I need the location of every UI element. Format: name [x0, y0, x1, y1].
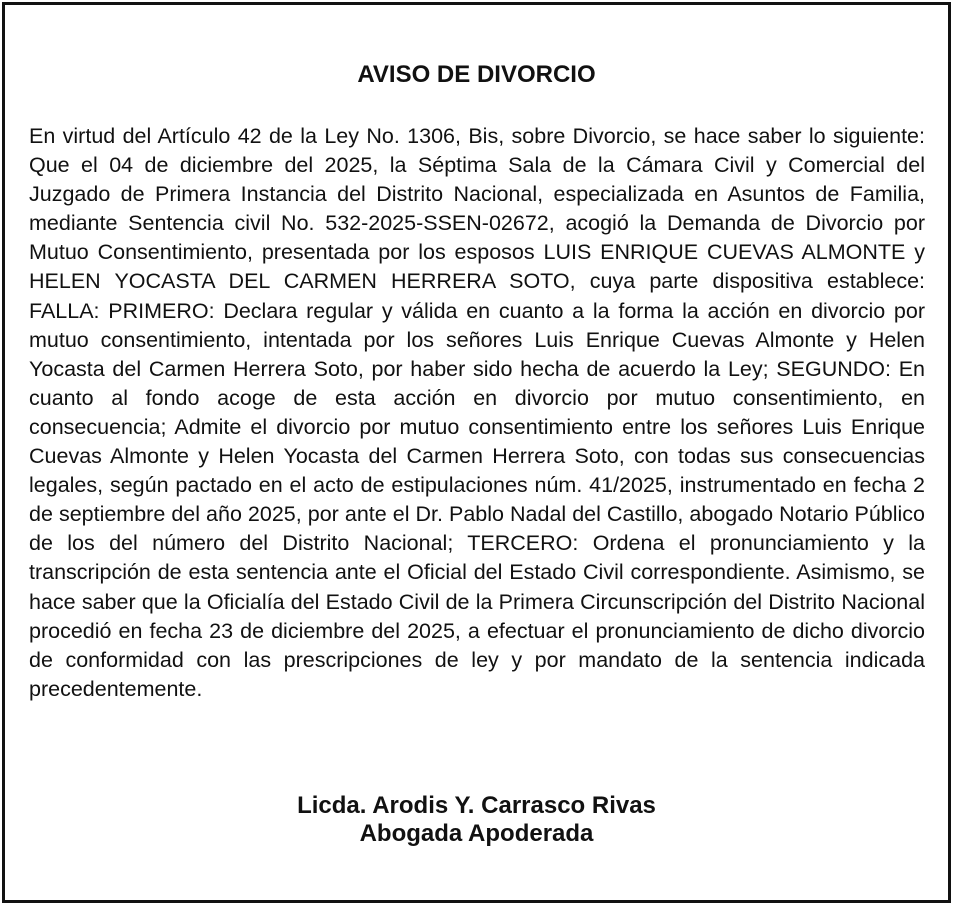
notice-title: AVISO DE DIVORCIO [357, 61, 596, 88]
signer-role: Abogada Apoderada [359, 820, 594, 847]
notice-body: En virtud del Artículo 42 de la Ley No. 1306, Bis, sobre Divorcio, se hace saber lo siguiente: Que el 04 de diciembre del 2025, la Séptima Sala de la Cámara Civil y Comercial del Juzgado de Primera Instancia del Distrito Nacional, especializada en Asuntos de Familia, mediante Sentencia civil No. 532-2025-SSEN-02672, acogió la Demanda de Divorcio por Mutuo Consentimiento, presentada por los esposos LUIS ENRIQUE CUEVAS ALMONTE y HELEN YOCASTA DEL CARMEN HERRERA SOTO, cuya parte dispositiva establece: FALLA: PRIMERO: Declara regular y válida en cuanto a la forma la acción en divorcio por mutuo consentimiento, intentada por los señores Luis Enrique Cuevas Almonte y Helen Yocasta del Carmen Herrera Soto, por haber sido hecha de acuerdo la Ley; SEGUNDO: En cuanto al fondo acoge de esta acción en divorcio por mutuo consentimiento, en consecuencia; Admite el divorcio por mutuo consentimiento entre los señores Luis Enrique Cuevas Almonte y Helen Yocasta del Carmen Herrera Soto, con todas sus consecuencias legales, según pactado en el acto de estipulaciones núm. 41/2025, instrumentado en fecha 2 de septiembre del año 2025, por ante el Dr. Pablo Nadal del Castillo, abogado Notario Público de los del número del Distrito Nacional; TERCERO: Ordena el pronunciamiento y la transcripción de esta sentencia ante el Oficial del Estado Civil correspondiente. Asimismo, se hace saber que la Oficialía del Estado Civil de la Primera Circunscripción del Distrito Nacional procedió en fecha 23 de diciembre del 2025, a efectuar el pronunciamiento de dicho divorcio de conformidad con las prescripciones de ley y por mandato de la sentencia indicada precedentemente. [29, 124, 925, 701]
notice-frame [2, 2, 951, 903]
signature-block [5, 792, 948, 848]
signer-name: Licda. Arodis Y. Carrasco Rivas [297, 792, 656, 819]
